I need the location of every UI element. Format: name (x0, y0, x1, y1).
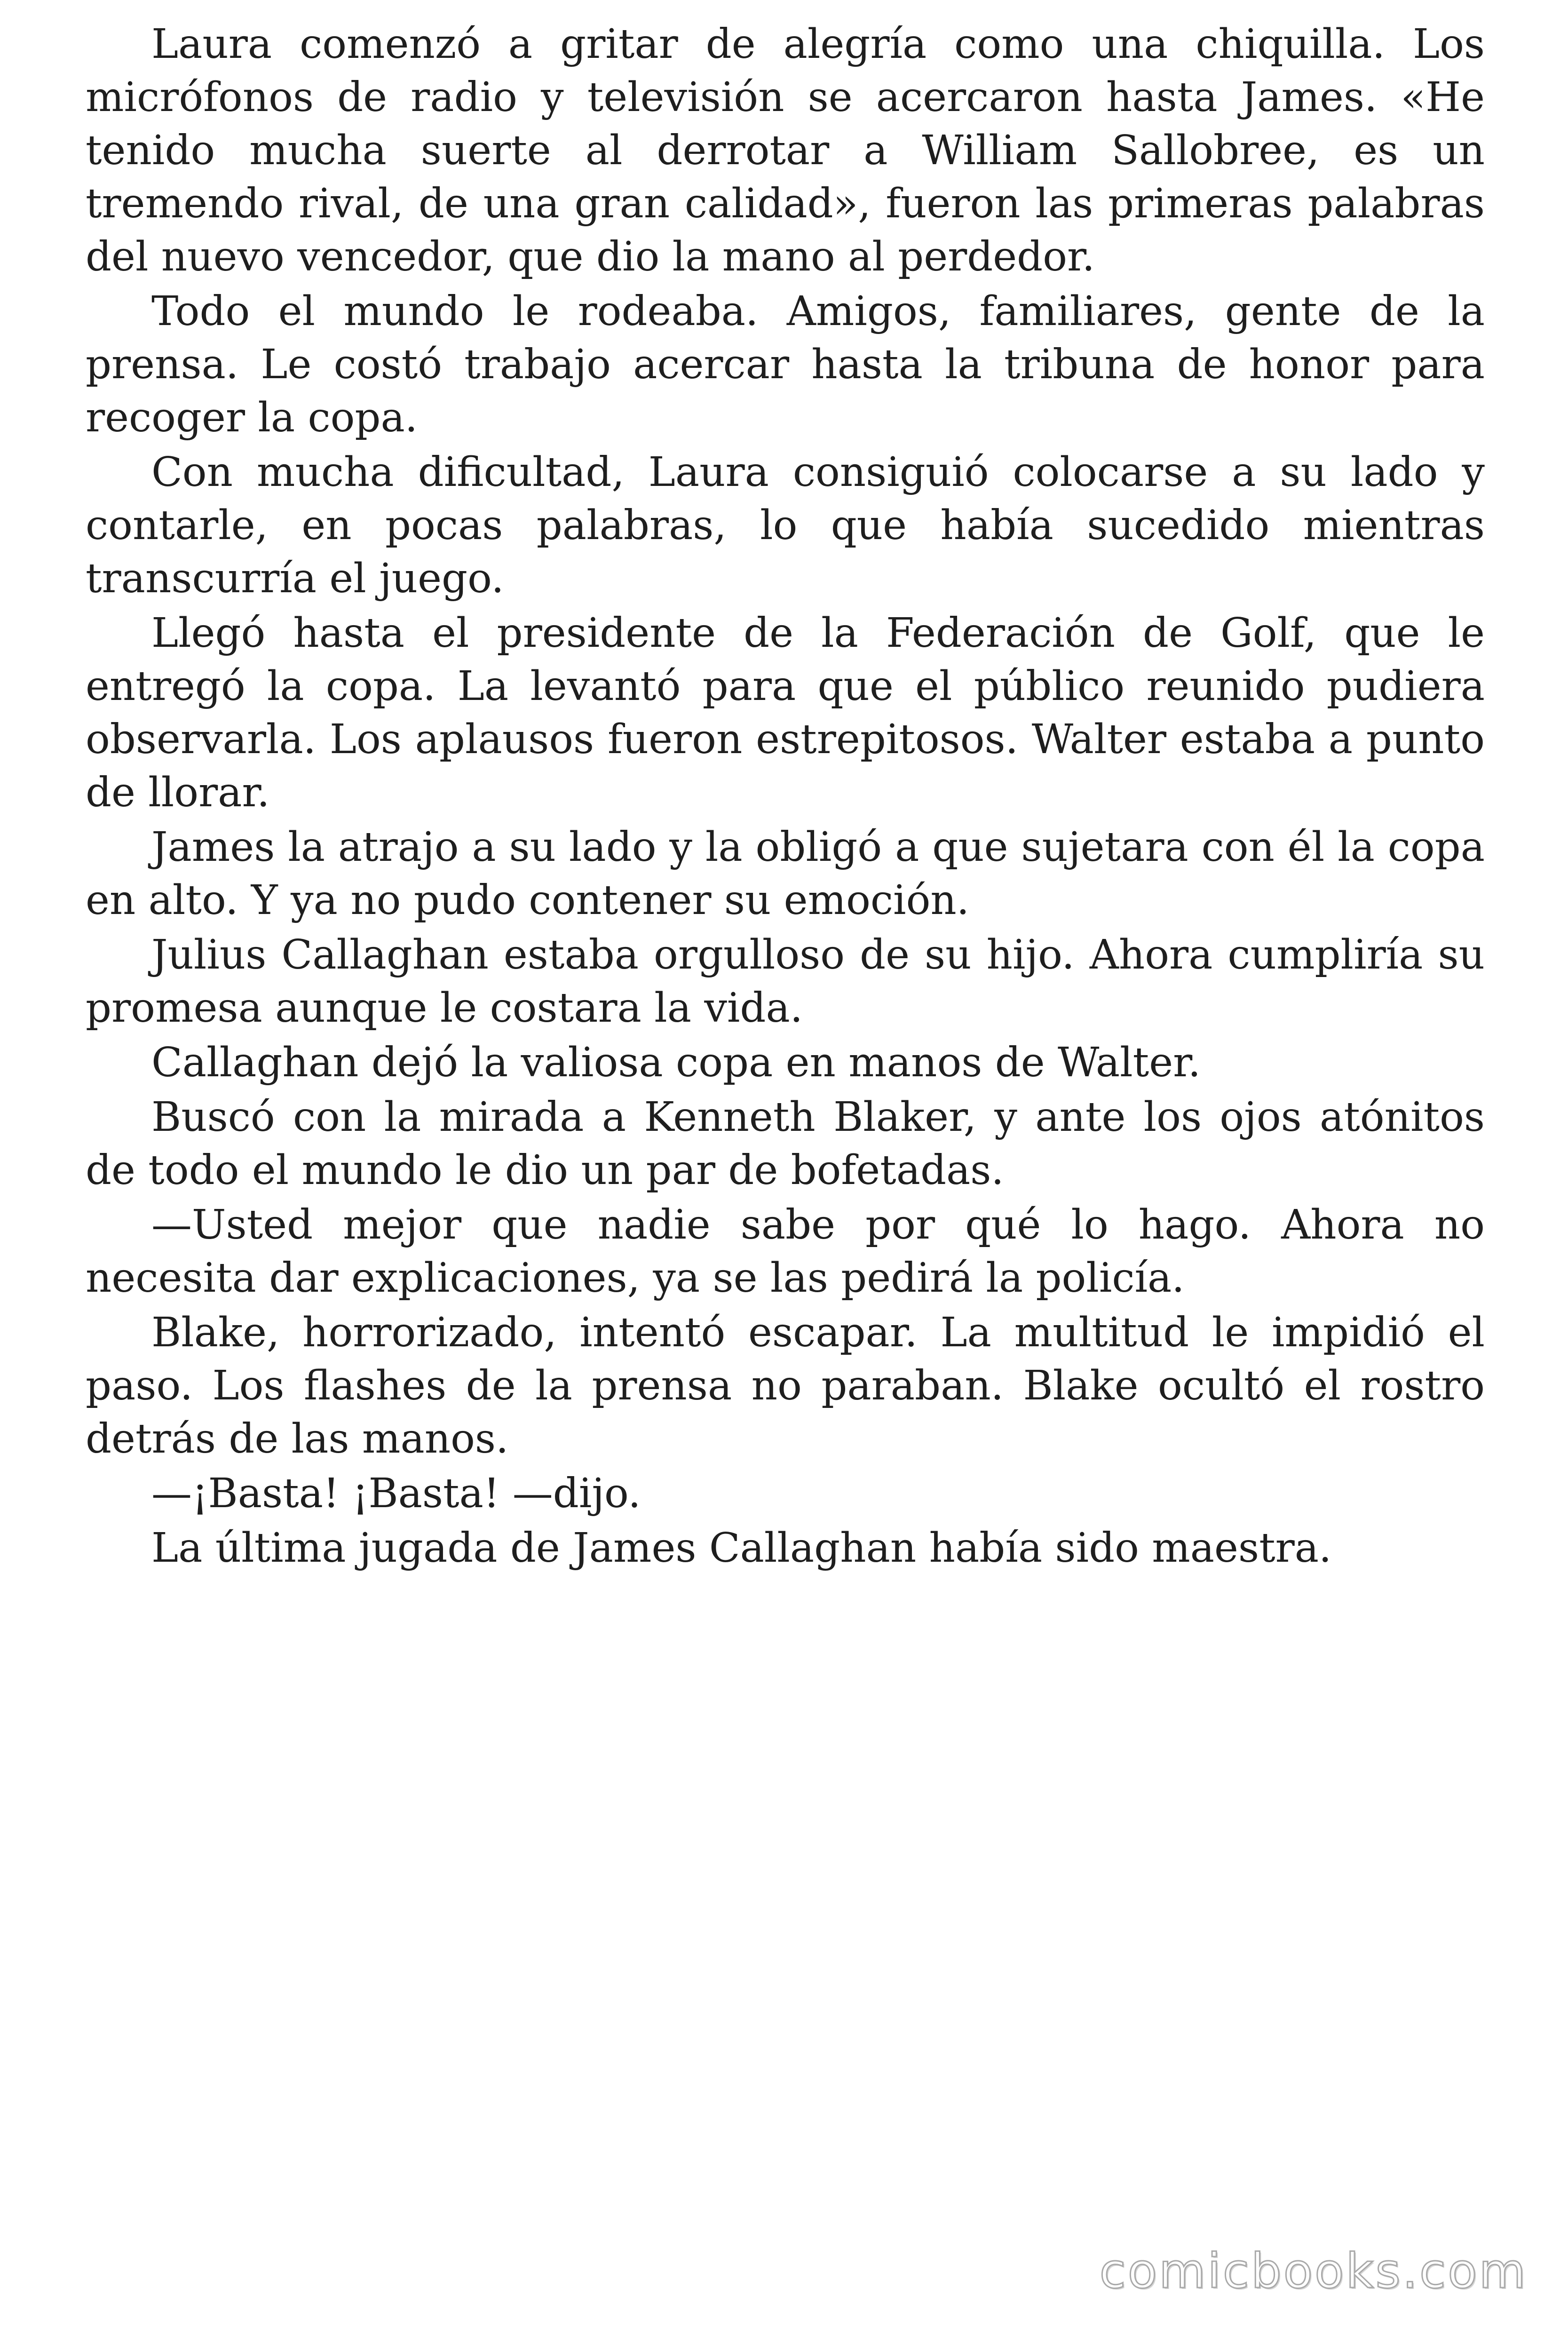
page-body (86, 18, 1485, 1576)
paragraph-10: Blake, horrorizado, intentó escapar. La multitud le impidió el paso. Los flashes de la prensa no paraban. Blake ocultó el rostro detrás de las manos. (86, 1309, 1485, 1462)
paragraph-3: Con mucha dificultad, Laura consiguió colocarse a su lado y contarle, en pocas palabras, lo que había sucedido mientras transcurría el juego. (86, 449, 1485, 602)
paragraph-9: —Usted mejor que nadie sabe por qué lo hago. Ahora no necesita dar explicaciones, ya se las pedirá la policía. (86, 1201, 1485, 1302)
watermark: comicbooks.com (1099, 2243, 1528, 2299)
paragraph-8: Buscó con la mirada a Kenneth Blaker, y ante los ojos atónitos de todo el mundo le dio un par de bofetadas. (86, 1094, 1485, 1194)
paragraph-11: —¡Basta! ¡Basta! —dijo. (151, 1470, 641, 1517)
paragraph-6: Julius Callaghan estaba orgulloso de su hijo. Ahora cumpliría su promesa aunque le costara la vida. (86, 931, 1485, 1032)
paragraph-1: Laura comenzó a gritar de alegría como una chiquilla. Los micrófonos de radio y televisión se acercaron hasta James. «He tenido mucha suerte al derrotar a William Sallobree, es un tremendo rival, de una gran calidad», fueron las primeras palabras del nuevo vencedor, que dio la mano al perdedor. (86, 21, 1485, 280)
paragraph-4: Llegó hasta el presidente de la Federación de Golf, que le entregó la copa. La levantó para que el público reunido pudiera observarla. Los aplausos fueron estrepitosos. Walter estaba a punto de llorar. (86, 610, 1485, 816)
paragraph-2: Todo el mundo le rodeaba. Amigos, familiares, gente de la prensa. Le costó trabajo acercar hasta la tribuna de honor para recoger la copa. (86, 288, 1485, 441)
paragraph-5: James la atrajo a su lado y la obligó a que sujetara con él la copa en alto. Y ya no pudo contener su emoción. (86, 824, 1485, 924)
paragraph-12: La última jugada de James Callaghan había sido maestra. (151, 1525, 1332, 1572)
paragraph-7: Callaghan dejó la valiosa copa en manos de Walter. (151, 1039, 1201, 1086)
